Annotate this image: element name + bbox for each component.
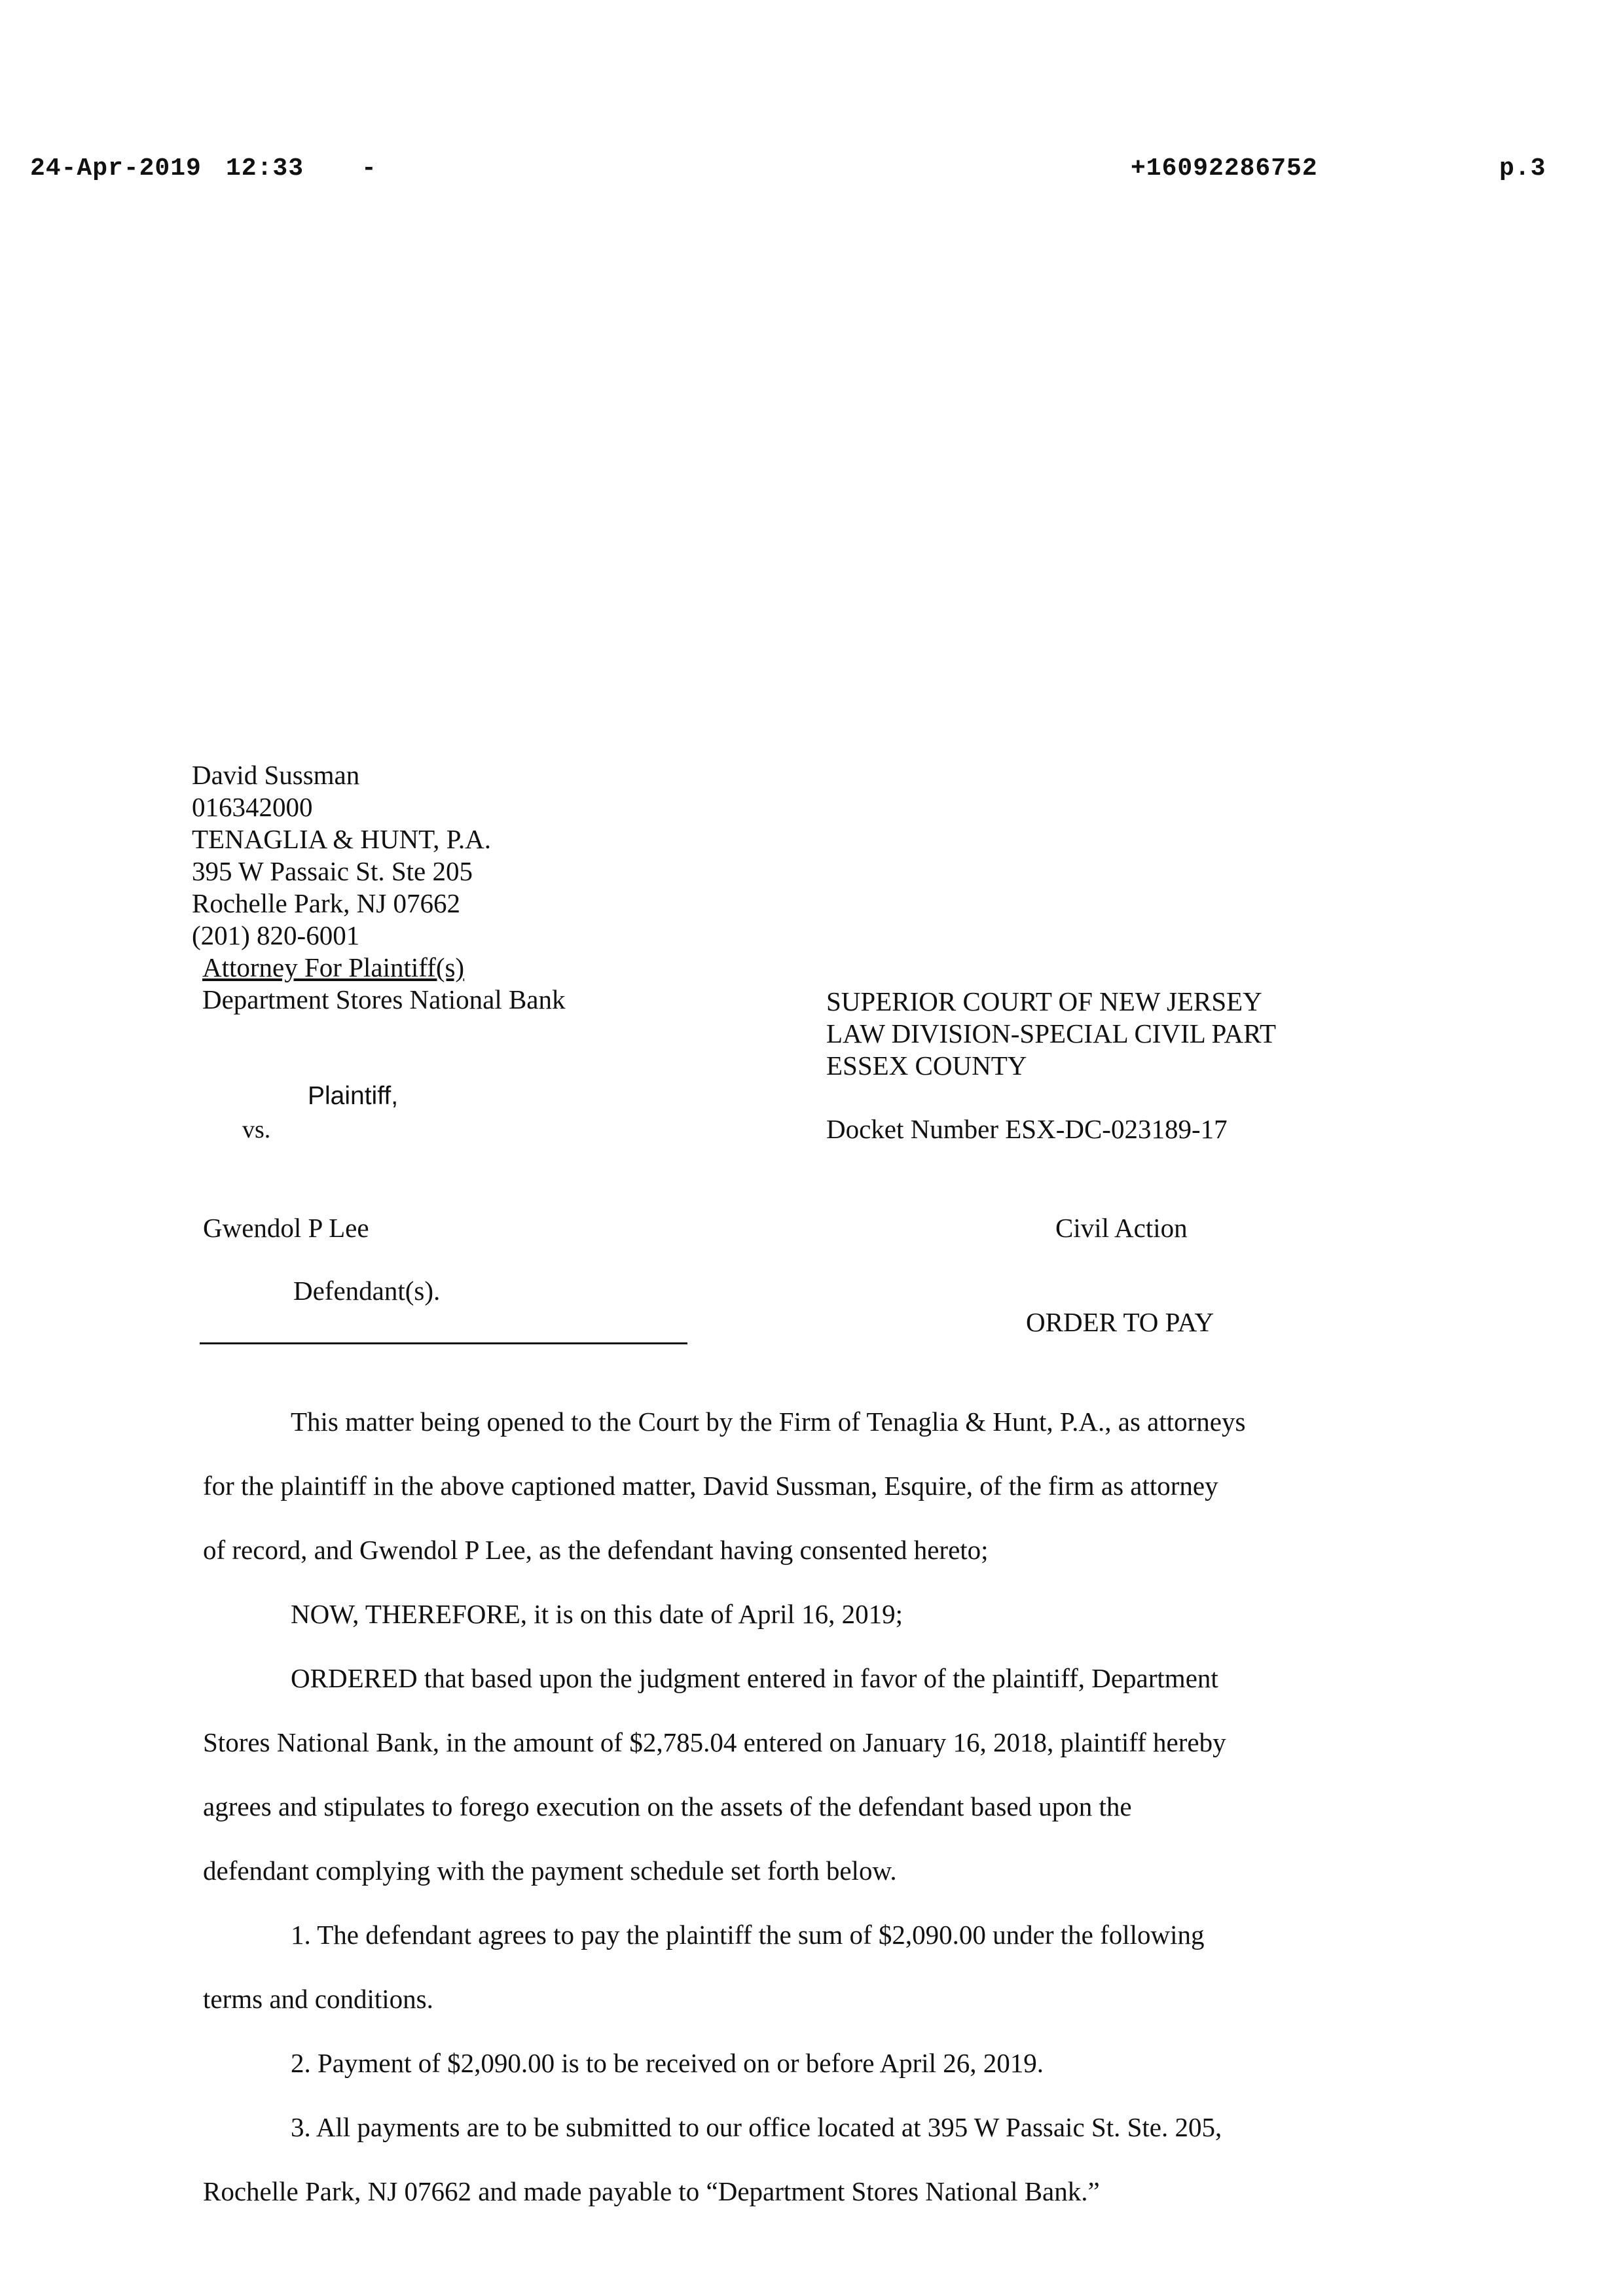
civil-action-label: Civil Action: [1055, 1213, 1188, 1243]
versus-label: vs.: [242, 1116, 271, 1143]
ordered-line-4: defendant complying with the payment schedule set forth below.: [203, 1856, 897, 1886]
fax-phone: +16092286752: [1131, 154, 1318, 183]
intro-line-2: for the plaintiff in the above captioned matter, David Sussman, Esquire, of the firm as attorney: [203, 1471, 1218, 1501]
term-3-line-2: Rochelle Park, NJ 07662 and made payable to “Department Stores National Bank.”: [203, 2176, 1100, 2206]
plaintiff-label: Plaintiff,: [308, 1082, 399, 1110]
defendant-name: Gwendol P Lee: [203, 1213, 369, 1243]
attorney-role: Attorney For Plaintiff(s): [202, 952, 465, 982]
ordered-line-2: Stores National Bank, in the amount of $2,785.04 entered on January 16, 2018, plaintiff hereby: [203, 1727, 1226, 1757]
document-title: ORDER TO PAY: [1026, 1307, 1214, 1337]
intro-line-1: This matter being opened to the Court by the Firm of Tenaglia & Hunt, P.A., as attorneys: [291, 1407, 1246, 1437]
term-1-line-2: terms and conditions.: [203, 1984, 433, 2014]
attorney-firm: TENAGLIA & HUNT, P.A.: [192, 824, 492, 854]
court-division: LAW DIVISION-SPECIAL CIVIL PART: [826, 1018, 1277, 1049]
attorney-address-line2: Rochelle Park, NJ 07662: [192, 888, 460, 918]
attorney-id: 016342000: [192, 792, 313, 822]
fax-dash: -: [361, 154, 377, 183]
fax-page-number: p.3: [1499, 154, 1546, 183]
caption-divider-line: [200, 1342, 687, 1344]
term-3-line-1: 3. All payments are to be submitted to our office located at 395 W Passaic St. Ste. 205,: [291, 2112, 1222, 2142]
defendant-label: Defendant(s).: [293, 1276, 441, 1306]
court-county: ESSEX COUNTY: [826, 1050, 1027, 1081]
term-2-line: 2. Payment of $2,090.00 is to be received on or before April 26, 2019.: [291, 2048, 1044, 2078]
fax-date: 24-Apr-2019: [30, 154, 202, 183]
court-name: SUPERIOR COURT OF NEW JERSEY: [826, 986, 1262, 1016]
court-block: [826, 986, 1276, 1145]
fax-time: 12:33: [226, 154, 304, 183]
attorney-name: David Sussman: [192, 760, 360, 790]
ordered-line-1: ORDERED that based upon the judgment entered in favor of the plaintiff, Department: [291, 1663, 1218, 1693]
attorney-block: [192, 759, 566, 1016]
term-1-line-1: 1. The defendant agrees to pay the plaintiff the sum of $2,090.00 under the following: [291, 1920, 1205, 1950]
intro-line-3: of record, and Gwendol P Lee, as the defendant having consented hereto;: [203, 1535, 989, 1565]
ordered-line-3: agrees and stipulates to forego execution on the assets of the defendant based upon the: [203, 1791, 1132, 1821]
attorney-client: Department Stores National Bank: [202, 984, 566, 1014]
attorney-phone: (201) 820-6001: [192, 920, 360, 950]
now-therefore-line: NOW, THEREFORE, it is on this date of April 16, 2019;: [291, 1599, 903, 1629]
docket-number: Docket Number ESX-DC-023189-17: [826, 1114, 1228, 1144]
attorney-address-line1: 395 W Passaic St. Ste 205: [192, 856, 473, 886]
